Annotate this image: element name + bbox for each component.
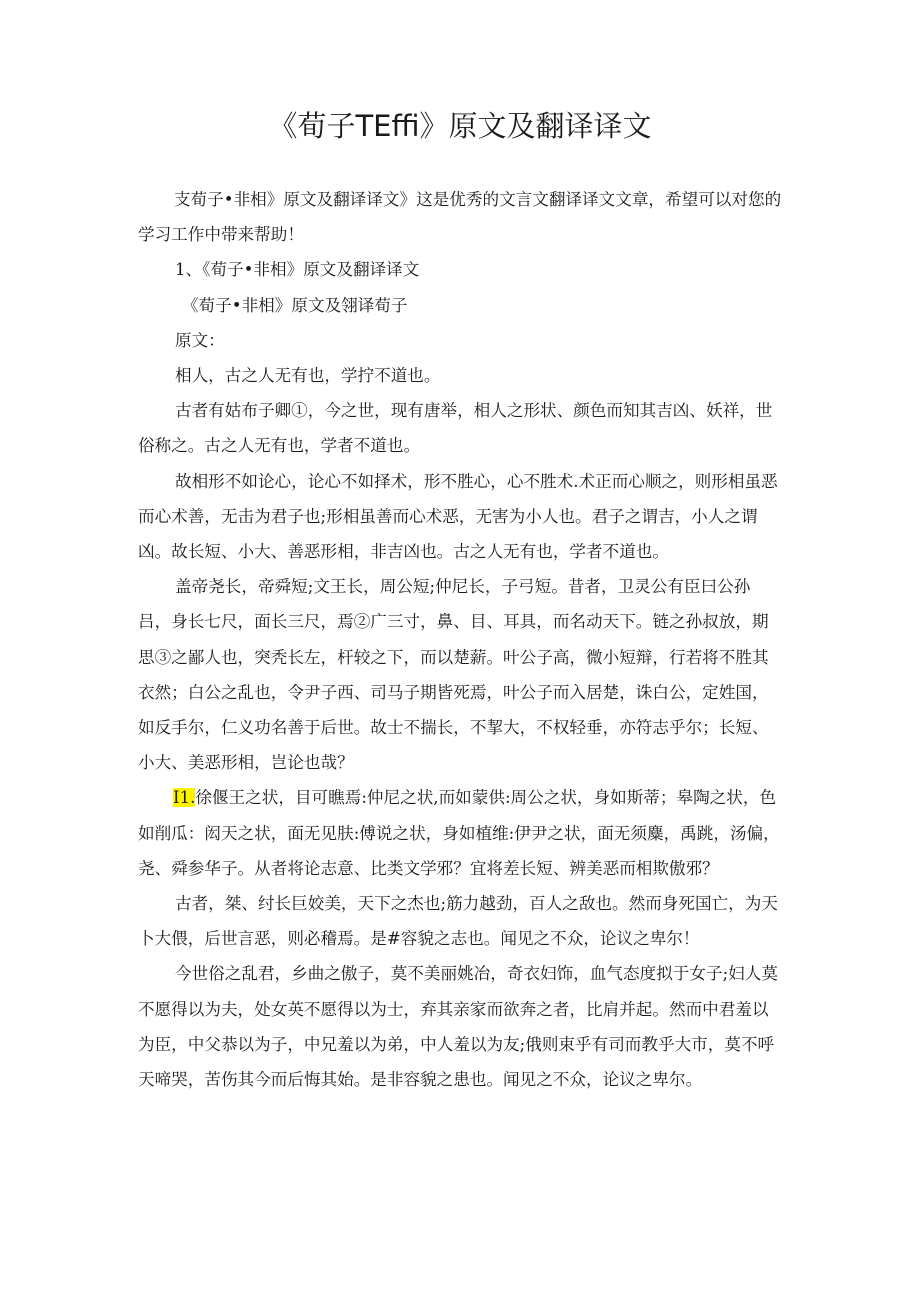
heading-1: 1、《荀子•非相》原文及翻译译文 — [175, 260, 420, 280]
original-text-label: 原文： — [175, 330, 225, 350]
paragraph-3: 故相形不如论心，论心不如择术，形不胜心，心不胜术.术正而心顺之，则形相虽恶而心术善，无击为君子也;形相虽善而心术恶，无害为小人也。君子之谓吉，小人之谓凶。故长短、小大、善恶形相，非吉凶也。古之人无有也，学者不道也。 — [138, 471, 778, 562]
paragraph-4: 盖帝尧长，帝舜短;文王长，周公短;仲尼长，子弓短。昔者，卫灵公有臣曰公孙吕，身长七尺，面长三尺，焉②广三寸，鼻、目、耳具，而名动天下。链之孙叔放，期思③之鄙人也，突秃长左，杆较之下，而以楚薪。叶公子高，微小短辩，行若将不胜其衣然；白公之乱也，令尹子西、司马子期皆死焉，叶公子而入居楚，诛白公，定姓国，如反手尔，仁义功名善于后世。故士不揣长，不挈大，不权轻垂，亦符志乎尔；长短、小大、美恶形相，岂论也哉？ — [138, 577, 769, 773]
paragraph-6: 古者，桀、纣长巨姣美，天下之杰也;筋力越劲，百人之敌也。然而身死国亡，为天卜大偎，后世言恶，则必稽焉。是#容貌之志也。闻见之不众，论议之卑尔！ — [138, 894, 778, 949]
highlight-marker: I1. — [173, 788, 196, 808]
paragraph-5-text: 徐偃王之状，目可瞧焉:仲尼之状,而如蒙供:周公之状，身如斯蒂；皋陶之状，色如削瓜：闳天之状，面无见肤:傅说之状，身如植维:伊尹之状，面无须麋，禹跳，汤偏，尧、舜参华子。从者将论志意、比类文学邪？宜将差长短、辨美恶而相欺傲邪？ — [138, 788, 780, 878]
paragraph-7: 今世俗之乱君，乡曲之傲子，莫不美丽姚冶，奇衣妇饰，血气态度拟于女子;妇人莫不愿得以为夫，处女英不愿得以为士，弃其亲家而欲奔之者，比肩并起。然而中君羞以为臣，中父恭以为子，中兄羞以为弟，中人羞以为友;俄则束乎有司而教乎大市，莫不呼天啼哭，苦伤其今而后悔其始。是非容貌之患也。闻见之不众，论议之卑尔。 — [138, 964, 778, 1090]
subheading: 《荀子•非相》原文及翎译荀子 — [182, 295, 408, 315]
document-title: 《荀子TEffi》原文及翻译译文 — [268, 109, 652, 143]
paragraph-5 — [138, 780, 782, 886]
paragraph-2: 古者有姑布子卿①，今之世，现有唐举，相人之形状、颜色而知其吉凶、妖祥，世俗称之。古之人无有也，学者不道也。 — [138, 401, 773, 456]
paragraph-1: 相人，古之人无有也，学拧不道也。 — [175, 366, 441, 386]
document-body — [138, 182, 782, 1097]
intro-paragraph: 支荀子•非相》原文及翻译译文》这是优秀的文言文翻译译文文章，希望可以对您的学习工作中带来帮助！ — [138, 190, 782, 245]
